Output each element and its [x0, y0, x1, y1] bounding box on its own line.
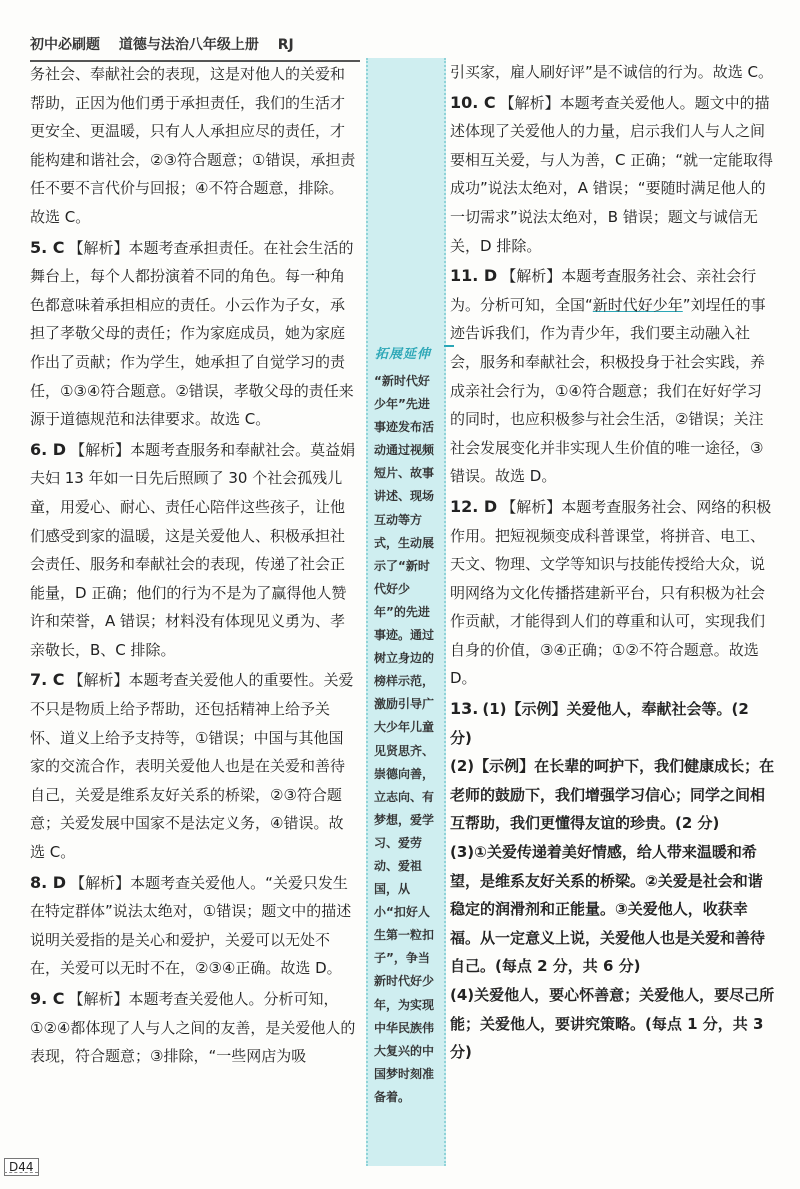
answer-12: 12. D 【解析】本题考查服务社会、网络的积极作用。把短视频变成科普课堂，将拼音、电工、天文、物理、文学等知识与技能传授给大众，说明网络为文化传播搭建新平台，只有积极为社会作贡献，才能得到人们的尊重和认可，实现我们自身的价值，③④正确；①②不符合题意。故选 D。	[450, 496, 772, 688]
right-column	[450, 58, 775, 1069]
answer-6: 6. D 【解析】本题考查服务和奉献社会。莫益娟夫妇 13 年如一日先后照顾了 30 个社会孤残儿童，用爱心、耐心、责任心陪伴这些孩子，让他们感受到家的温暖，这是关爱他人、积极承担社会责任、服务和奉献社会的表现，传递了社会正能量，D 正确；他们的行为不是为了赢得他人赞许和荣誉，A 错误；材料没有体现见义勇为、孝亲敬长，B、C 排除。	[30, 439, 356, 659]
answer-7: 7. C 【解析】本题考查关爱他人的重要性。关爱不只是物质上给予帮助，还包括精神上给予关怀、道义上给予支持等，①错误；中国与其他国家的交流合作，表明关爱他人也是在关爱和善待自己，关爱是维系友好关系的桥梁，②③符合题意；关爱发展中国家不是法定义务，④错误。故选 C。	[30, 670, 354, 862]
answer-13-4: (4)关爱他人，要心怀善意；关爱他人，要尽己所能；关爱他人，要讲究策略。(每点 1 分，共 3 分)	[450, 986, 775, 1062]
edition-label: RJ	[277, 37, 294, 53]
series-title: 初中必刷题	[30, 37, 100, 53]
book-title: 道德与法治八年级上册	[118, 37, 259, 53]
left-column	[30, 60, 358, 1073]
answer-9: 9. C 【解析】本题考查关爱他人。分析可知，①②④都体现了人与人之间的友善，是关爱他人的表现，符合题意；③排除，“一些网店为吸	[30, 989, 356, 1066]
page-number: D44	[4, 1158, 39, 1176]
sidebar-title: 拓展延伸	[375, 347, 432, 362]
answer-8: 8. D 【解析】本题考查关爱他人。“关爱只发生在特定群体”说法太绝对，①错误；题文中的描述说明关爱指的是关心和爱护，关爱可以无处不在，关爱可以无时不在，②③④正确。故选 D。	[30, 872, 352, 978]
answer-13-2: (2)【示例】在长辈的呵护下，我们健康成长；在老师的鼓励下，我们增强学习信心；同学之间相互帮助，我们更懂得友谊的珍贵。(2 分)	[450, 757, 775, 833]
answer-13-3: (3)①关爱传递着美好情感，给人带来温暖和希望，是维系友好关系的桥梁。②关爱是社会和谐稳定的润滑剂和正能量。③关爱他人，收获幸福。从一定意义上说，关爱他人也是关爱和善待自己。(每点 2 分，共 6 分)	[450, 843, 766, 976]
answer-9-continued: 引买家，雇人刷好评”是不诚信的行为。故选 C。	[450, 63, 774, 81]
page-header	[30, 34, 360, 62]
footer-divider	[4, 1172, 38, 1173]
answer-10: 10. C 【解析】本题考查关爱他人。题文中的描述体现了关爱他人的力量，启示我们人与人之间要相互关爱，与人为善，C 正确；“就一定能取得成功”说法太绝对，A 错误；“要随时满足他人的一切需求”说法太绝对，B 错误；题文与诚信无关，D 排除。	[450, 92, 774, 255]
answer-13: 13. (1)【示例】关爱他人，奉献社会等。(2 分) (2)【示例】在长辈的呵护下，我们健康成长；在老师的鼓励下，我们增强学习信心；同学之间相互帮助，我们更懂得友谊的珍贵。(2 分) (3)①关爱传递着美好情感，给人带来温暖和希望，是维系友好关系的桥梁。②关爱是社会和谐稳定的润滑剂和正能量。③关爱他人，收获幸福。从一定意义上说，关爱他人也是关爱和善待自己。(每点 2 分，共 6 分) (4)关爱他人，要心怀善意；关爱他人，要尽己所能；关爱他人，要讲究策略。(每点 1 分，共 3 分)	[450, 695, 775, 1067]
answer-4-continued: 务社会、奉献社会的表现，这是对他人的关爱和帮助，正因为他们勇于承担责任，我们的生活才更安全、更温暖，只有人人承担应尽的责任，才能构建和谐社会，②③符合题意；①错误，承担责任不要不言代价与回报；④不符合题意，排除。故选 C。	[30, 65, 356, 226]
sidebar-text: “新时代好少年”先进事迹发布活动通过视频短片、故事讲述、现场互动等方式，生动展示了“新时代好少年”的先进事迹。通过树立身边的榜样示范，激励引导广大少年儿童见贤思齐、崇德向善，立志向、有梦想，爱学习、爱劳动、爱祖国，从小“扣好人生第一粒扣子”，争当新时代好少年，为实现中华民族伟大复兴的中国梦时刻准备着。	[374, 374, 435, 1104]
answer-5: 5. C 【解析】本题考查承担责任。在社会生活的舞台上，每个人都扮演着不同的角色。每一种角色都意味着承担相应的责任。小云作为子女，承担了孝敬父母的责任；作为家庭成员，她为家庭作出了贡献；作为学生，她承担了自觉学习的责任，①③④符合题意。②错误，孝敬父母的责任来源于道德规范和法律要求。故选 C。	[30, 237, 354, 429]
answer-11: 11. D 【解析】本题考查服务社会、亲社会行为。分析可知，全国“新时代好少年”刘埕任的事迹告诉我们，作为青少年，我们要主动融入社会，服务和奉献社会，积极投身于社会实践，养成亲社会行为，①④符合题意；我们在好好学习的同时，也应积极参与社会生活，②错误；关注社会发展变化并非实现人生价值的唯一途径，③错误。故选 D。	[450, 266, 766, 486]
